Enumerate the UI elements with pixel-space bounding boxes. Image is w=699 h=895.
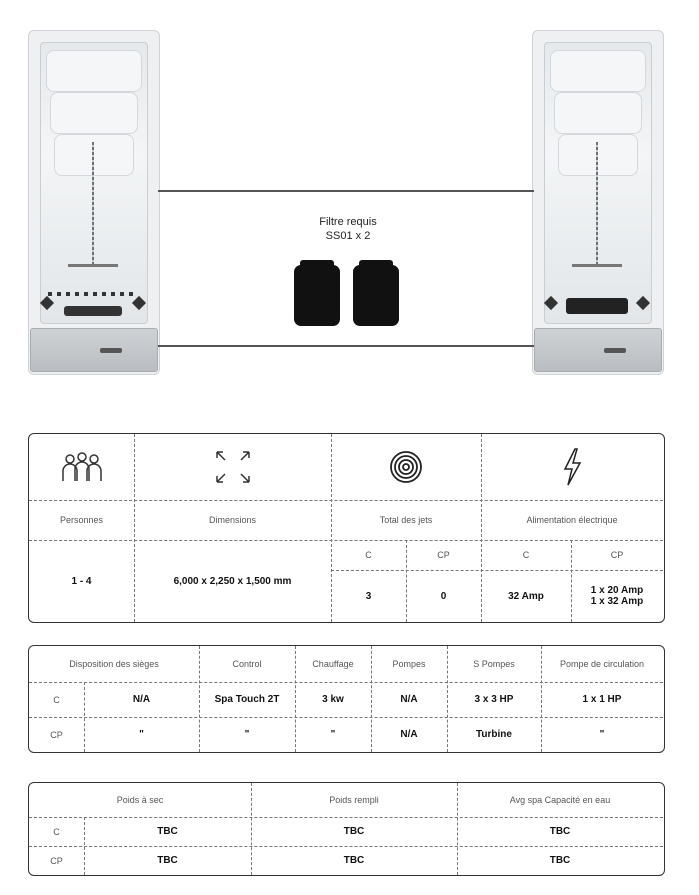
- config-cp-control: ": [244, 729, 250, 740]
- filter-label-line1: Filtre requis: [319, 216, 377, 228]
- value-power-c: 32 Amp: [508, 590, 544, 602]
- config-header-seating: Disposition des sièges: [69, 659, 159, 669]
- config-cp-pumps: N/A: [400, 729, 418, 740]
- weight-row-label-cp: CP: [50, 855, 63, 866]
- filter-label-line2: SS01 x 2: [325, 230, 371, 242]
- header-total-jets: Total des jets: [379, 515, 433, 525]
- header-persons: Personnes: [59, 515, 104, 525]
- config-c-s-pumps: 3 x 3 HP: [474, 694, 514, 705]
- subheader-jets-c: C: [365, 550, 372, 560]
- spa-image-right: [532, 30, 664, 375]
- config-c-heating: 3 kw: [322, 694, 344, 705]
- config-cp-heating: ": [330, 729, 336, 740]
- config-header-circulation: Pompe de circulation: [559, 659, 645, 669]
- filter-cartridge-left: [294, 260, 340, 326]
- weight-c-capacity: TBC: [549, 826, 571, 837]
- weight-c-filled: TBC: [343, 826, 365, 837]
- spa-image-left: [28, 30, 160, 375]
- config-cp-circulation: ": [599, 729, 605, 740]
- weight-cp-filled: TBC: [343, 855, 365, 866]
- config-header-control: Control: [232, 659, 262, 669]
- value-jets-cp: 0: [440, 590, 447, 602]
- value-persons: 1 - 4: [71, 575, 92, 587]
- config-c-pumps: N/A: [400, 694, 418, 705]
- value-power-cp: [571, 570, 663, 622]
- header-power: Alimentation électrique: [526, 515, 618, 525]
- connector-line-bottom: [158, 345, 534, 347]
- spec-table: [28, 433, 665, 623]
- weight-row-label-c: C: [53, 826, 60, 837]
- concentric-circles-icon: [331, 434, 481, 500]
- config-c-seating: N/A: [132, 694, 151, 705]
- weight-c-dry: TBC: [157, 826, 178, 837]
- weight-header-capacity: Avg spa Capacité en eau: [509, 795, 611, 805]
- connector-line-top: [158, 190, 534, 192]
- config-cp-s-pumps: Turbine: [476, 729, 512, 740]
- weight-header-filled: Poids rempli: [329, 795, 379, 805]
- config-header-pumps: Pompes: [392, 659, 426, 669]
- config-table: [28, 645, 665, 753]
- weight-header-dry: Poids à sec: [116, 795, 164, 805]
- expand-arrows-icon: [134, 434, 331, 500]
- weight-cp-capacity: TBC: [549, 855, 571, 866]
- config-row-label-c: C: [53, 694, 60, 705]
- config-header-heating: Chauffage: [312, 659, 354, 669]
- filter-cartridge-right: [353, 260, 399, 326]
- subheader-jets-cp: CP: [437, 550, 450, 560]
- filter-label: [298, 215, 398, 243]
- config-row-label-cp: CP: [50, 729, 63, 740]
- weight-cp-dry: TBC: [157, 855, 178, 866]
- weight-table: [28, 782, 665, 876]
- config-header-s-pumps: S Pompes: [473, 659, 515, 669]
- people-icon: [29, 434, 134, 500]
- subheader-power-c: C: [522, 550, 530, 560]
- value-power-cp-line1: 1 x 20 Amp: [590, 585, 644, 596]
- lightning-icon: [481, 434, 663, 500]
- value-dimensions: 6,000 x 2,250 x 1,500 mm: [173, 575, 292, 587]
- config-c-control: Spa Touch 2T: [214, 694, 280, 705]
- value-power-cp-line2: 1 x 32 Amp: [590, 596, 644, 607]
- header-dimensions: Dimensions: [208, 515, 257, 525]
- config-c-circulation: 1 x 1 HP: [582, 694, 622, 705]
- config-cp-seating: ": [139, 729, 144, 740]
- value-jets-c: 3: [365, 590, 372, 602]
- subheader-power-cp: CP: [610, 550, 624, 560]
